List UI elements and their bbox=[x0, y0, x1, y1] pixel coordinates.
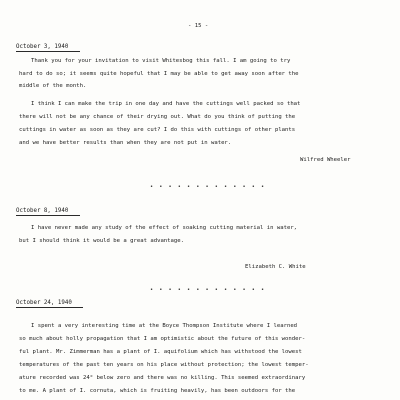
paragraph-line: middle of the month. bbox=[19, 83, 87, 89]
paragraph-line: Thank you for your invitation to visit Whitesbog this fall. I am going to try bbox=[31, 58, 291, 64]
paragraph-line: cuttings in water as soon as they are cut? I do this with cuttings of other plants bbox=[19, 127, 296, 133]
date-underline bbox=[16, 51, 80, 52]
paragraph-line: I think I can make the trip in one day and have the cuttings well packed so that bbox=[31, 101, 301, 107]
paragraph-line: I have never made any study of the effect of soaking cutting material in water, bbox=[31, 225, 298, 231]
section-separator: • • • • • • • • • • • • • bbox=[150, 184, 266, 190]
paragraph-line: so much about holly propagation that I am optimistic about the future of this wonder- bbox=[19, 336, 306, 342]
paragraph-line: hard to do so; it seems quite hopeful that I may be able to get away soon after the bbox=[19, 71, 299, 77]
paragraph-line: there will not be any chance of their drying out. What do you think of putting the bbox=[19, 114, 296, 120]
page-number: - 15 - bbox=[188, 23, 209, 29]
paragraph-line: to me. A plant of I. cornuta, which is fruiting heavily, has been outdoors for the bbox=[19, 388, 296, 394]
date-underline bbox=[16, 307, 83, 308]
entry-date: October 24, 1940 bbox=[16, 300, 72, 306]
paragraph-line: temperatures of the past ten years on his place without protection; the lowest temper- bbox=[19, 362, 309, 368]
entry-date: October 8, 1940 bbox=[16, 208, 69, 214]
entry-date: October 3, 1940 bbox=[16, 44, 69, 50]
paragraph-line: ful plant. Mr. Zimmerman has a plant of I. aquifolium which has withstood the lowest bbox=[19, 349, 302, 355]
paragraph-line: I spent a very interesting time at the Boyce Thompson Institute where I learned bbox=[31, 323, 298, 329]
paragraph-line: but I should think it would be a great advantage. bbox=[19, 238, 185, 244]
paragraph-line: ature recorded was 24° below zero and there was no killing. This seemed extraordinary bbox=[19, 375, 306, 381]
date-underline bbox=[16, 215, 80, 216]
paragraph-line: and we have better results than when they are not put in water. bbox=[19, 140, 232, 146]
section-separator: • • • • • • • • • • • • • bbox=[150, 287, 266, 293]
signature: Elizabeth C. White bbox=[245, 264, 306, 270]
signature: Wilfred Wheeler bbox=[300, 157, 351, 163]
